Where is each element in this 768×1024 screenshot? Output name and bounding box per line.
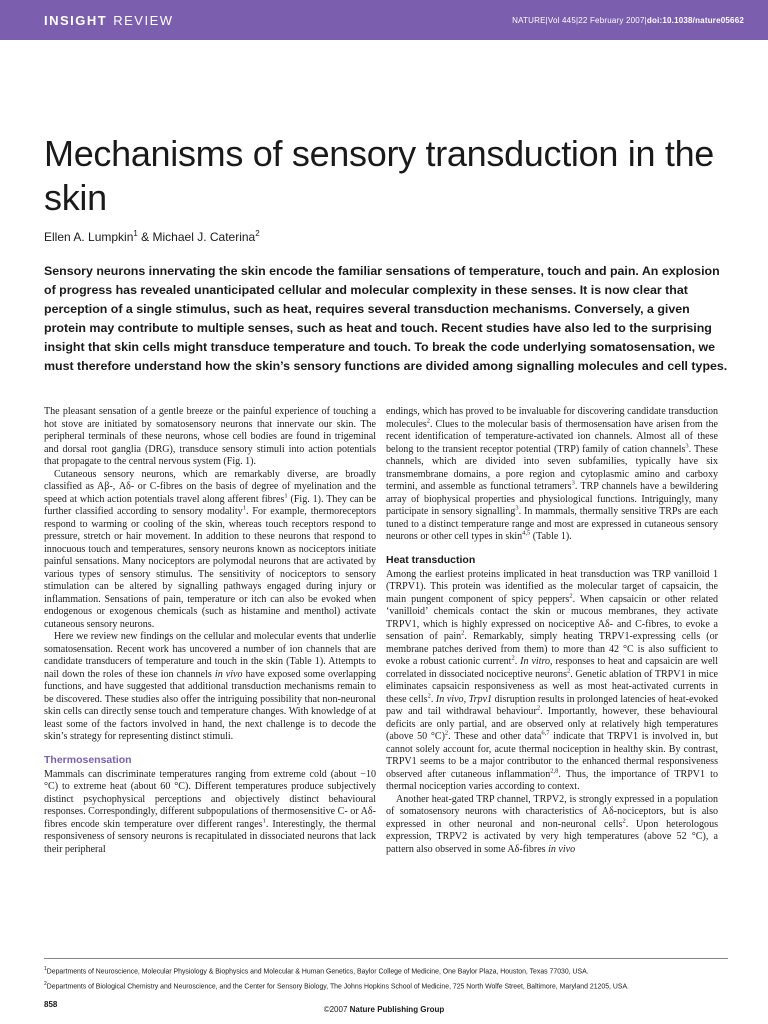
body-paragraph: Cutaneous sensory neurons, which are remarkably diverse, are broadly classified as Aβ-, Aδ- or C-fibres on the basis of degree of myelination and the speed at which action potentials travel along afferent fibres$^1$ (Fig. 1). They can be further classified according to sensory modality$^1$. For example, thermoreceptors respond to warming or cooling of the skin, whereas touch receptors respond to pressure, stretch or hair movement. In addition to these neurons that respond to innocuous touch and temperatures, sensory neurons known as nociceptors initiate painful sensations. Many nociceptors are polymodal neurons that are activated by various types of sensory stimulus. The sensitivity of nociceptors to sensory stimulation can be altered by signalling pathways engaged during injury or inflammation. Sensations of pain, temperature or itch can also be evoked when endogenous or exogenous chemicals (such as histamine and menthol) activate cutaneous sensory neurons. [44, 468, 377, 630]
affiliation-mark: 1 [133, 229, 138, 238]
body-paragraph: Another heat-gated TRP channel, TRPV2, is strongly expressed in a population of somatosensory neurons with characteristics of Aδ-nociceptors, but is also expressed in other neuronal and non-neuronal cells$^2$. Upon heterologous expression, TRPV2 is activated by very high temperatures (above 52 °C), a pattern also observed in some Aδ-fibres in vivo [386, 793, 718, 855]
abstract: Sensory neurons innervating the skin encode the familiar sensations of temperature, touch and pain. An explosion of progress has revealed unanticipated cellular and molecular complexity in these senses. It is now clear that perception of a single stimulus, such as heat, requires several transduction mechanisms. Conversely, a given protein may contribute to multiple senses, such as heat and touch. Recent studies have also led to the surprising insight that skin cells might transduce temperature and touch. To break the code underlying somatosensation, we must therefore understand how the skin’s sensory functions are divided among signalling molecules and cell types. [44, 264, 728, 373]
journal-info: NATURE|Vol 445|22 February 2007| [512, 15, 647, 25]
copyright-notice: ©2007 Nature Publishing Group [323, 1005, 445, 1014]
section-review-label: REVIEW [113, 12, 174, 28]
footnote-item: $^2$Departments of Biological Chemistry and Neuroscience, and the Center for Sensory Biology, The Johns Hopkins School of Medicine, 725 North Wolfe Street, Baltimore, Maryland 21205, USA. [44, 981, 629, 991]
page-number: 858 [44, 1000, 58, 1009]
citation-ref: 1 [242, 504, 246, 512]
author-name: Michael J. Caterina [152, 230, 256, 244]
citation-ref: 2,8 [550, 767, 559, 775]
author-name: Ellen A. Lumpkin [44, 230, 134, 244]
body-column-left [44, 406, 376, 856]
section-heading: Heat transduction [386, 553, 476, 566]
citation-ref: 6,7 [541, 729, 550, 737]
citation-ref: 3 [571, 479, 575, 487]
citation-ref: 2 [444, 729, 449, 737]
citation-ref: 3 [685, 442, 689, 450]
body-paragraph: Here we review new findings on the cellular and molecular events that underlie somatosensation. Recent work has uncovered a number of ion channels that are candidate transducers of temperature and touch in the skin (Table 1). Attempts to nail down the roles of these ion channels in vivo have exposed some overlapping functions, and have suggested that additional transduction mechanisms remain to be discovered. These studies also offer the intriguing possibility that non-neuronal skin cells can directly sense touch and temperature changes. With knowledge of at least some of the factors involved in hand, the next challenge is to decode the skin’s strategy for representing distinct stimuli. [44, 631, 376, 742]
body-paragraph: endings, which has proved to be invaluable for discovering candidate transduction molecules$^2$. Clues to the molecular basis of thermosensation have arisen from the recent identification of temperature-activated ion channels. Almost all of these belong to the transient receptor potential (TRP) family of cation channels$^3$. These channels, which are divided into seven subfamilies, typically have six transmembrane domains, a pore region and cytoplasmic amino and carboxy termini, and assemble as functional tetramers$^3$. TRP channels have a bewildering array of biophysical properties and physiological functions. Intriguingly, many participate in sensory signalling$^3$. In mammals, thermally sensitive TRPs are each tuned to a distinct temperature range and most are expressed in cutaneous sensory neurons or other cell types in skin$^{4,5}$ (Table 1). [386, 406, 718, 542]
affiliation-mark: 2 [255, 229, 260, 238]
section-label [44, 13, 174, 28]
publisher-name: Nature Publishing Group [349, 1005, 445, 1014]
citation-ref: 2 [567, 667, 571, 675]
citation-ref: 2 [569, 592, 573, 600]
citation-ref: 2 [427, 692, 431, 700]
citation-ref: 4,5 [522, 529, 531, 537]
author-separator: & [137, 230, 153, 244]
body-paragraph: The pleasant sensation of a gentle breeze or the painful experience of touching a hot stove are initiated by somatosensory neurons that innervate our skin. The peripheral terminals of these neurons, whose cell bodies are found in trigeminal and dorsal root ganglia (DRG), transduce sensory stimuli into action potentials that propagate to the central nervous system (Fig. 1). [44, 406, 376, 467]
citation-ref: 1 [262, 817, 266, 825]
section-header-bar [0, 0, 768, 40]
journal-citation [512, 16, 744, 25]
body-paragraph: Mammals can discriminate temperatures ranging from extreme cold (about −10 °C) to extreme heat (about 60 °C). Different temperatures produce subjectively distinct psychophysical perceptions and objectively distinct behavioural responses. Correspondingly, different subpopulations of thermosensitive C- or Aδ-fibres encode skin temperature over different ranges$^1$. Interestingly, the thermal responsiveness of sensory neurons is recapitulated in dissociated neurons that lack their peripheral [44, 768, 376, 855]
citation-ref: 2 [461, 629, 465, 637]
footnote-divider [44, 958, 728, 959]
citation-ref: 1 [284, 492, 288, 500]
author-list [44, 229, 260, 244]
citation-ref: 2 [511, 654, 515, 662]
citation-ref: 2 [622, 817, 626, 825]
doi-link[interactable]: doi:10.1038/nature05662 [646, 15, 744, 25]
body-column-right [386, 406, 718, 856]
body-paragraph: Among the earliest proteins implicated in heat transduction was TRP vanilloid 1 (TRPV1). This protein was identified as the molecular target of capsaicin, the main pungent component of spicy peppers$^2$. When capsaicin or other related ‘vanilloid’ chemicals contact the skin or mucous membranes, they activate TRPV1, which is highly expressed on nociceptive Aδ- and C-fibres, to evoke a sensation of pain$^2$. Remarkably, simply heating TRPV1-expressing cells (or membrane patches derived from them) to more than 42 °C is also sufficient to evoke a robust cationic current$^2$. In vitro, responses to heat and capsaicin are well correlated in dissociated nociceptive neurons$^2$. Genetic ablation of TRPV1 in mice eliminates capsaicin responsiveness as well as most heat-activated currents in these cells$^2$. In vivo, Trpv1 disruption results in prolonged latencies of heat-evoked paw and tail withdrawal behaviour$^2$. Importantly, however, these behavioural deficits are only partial, and are observed only at relatively high temperatures (above 50 °C)$^2$. These and other data$^{6,7}$ indicate that TRPV1 is involved in, but cannot solely account for, acute thermal nociception in healthy skin. By contrast, TRPV1 seems to be a major contributor to the enhanced thermal responsiveness observed after cutaneous inflammation$^{2,8}$. Thus, the importance of TRPV1 to thermal nociception varies according to context. [386, 568, 719, 792]
citation-ref: 2 [536, 704, 541, 712]
section-heading: Thermosensation [44, 753, 132, 766]
footnotes [44, 963, 734, 994]
article-title: Mechanisms of sensory transduction in the skin [44, 133, 715, 218]
footnote-item: $^1$Departments of Neuroscience, Molecular Physiology & Biophysics and Molecular & Human Genetics, Baylor College of Medicine, One Baylor Plaza, Houston, Texas 77030, USA. [44, 966, 589, 976]
citation-ref: 3 [515, 504, 519, 512]
citation-ref: 2 [426, 417, 430, 425]
section-insight-label: INSIGHT [44, 12, 108, 28]
